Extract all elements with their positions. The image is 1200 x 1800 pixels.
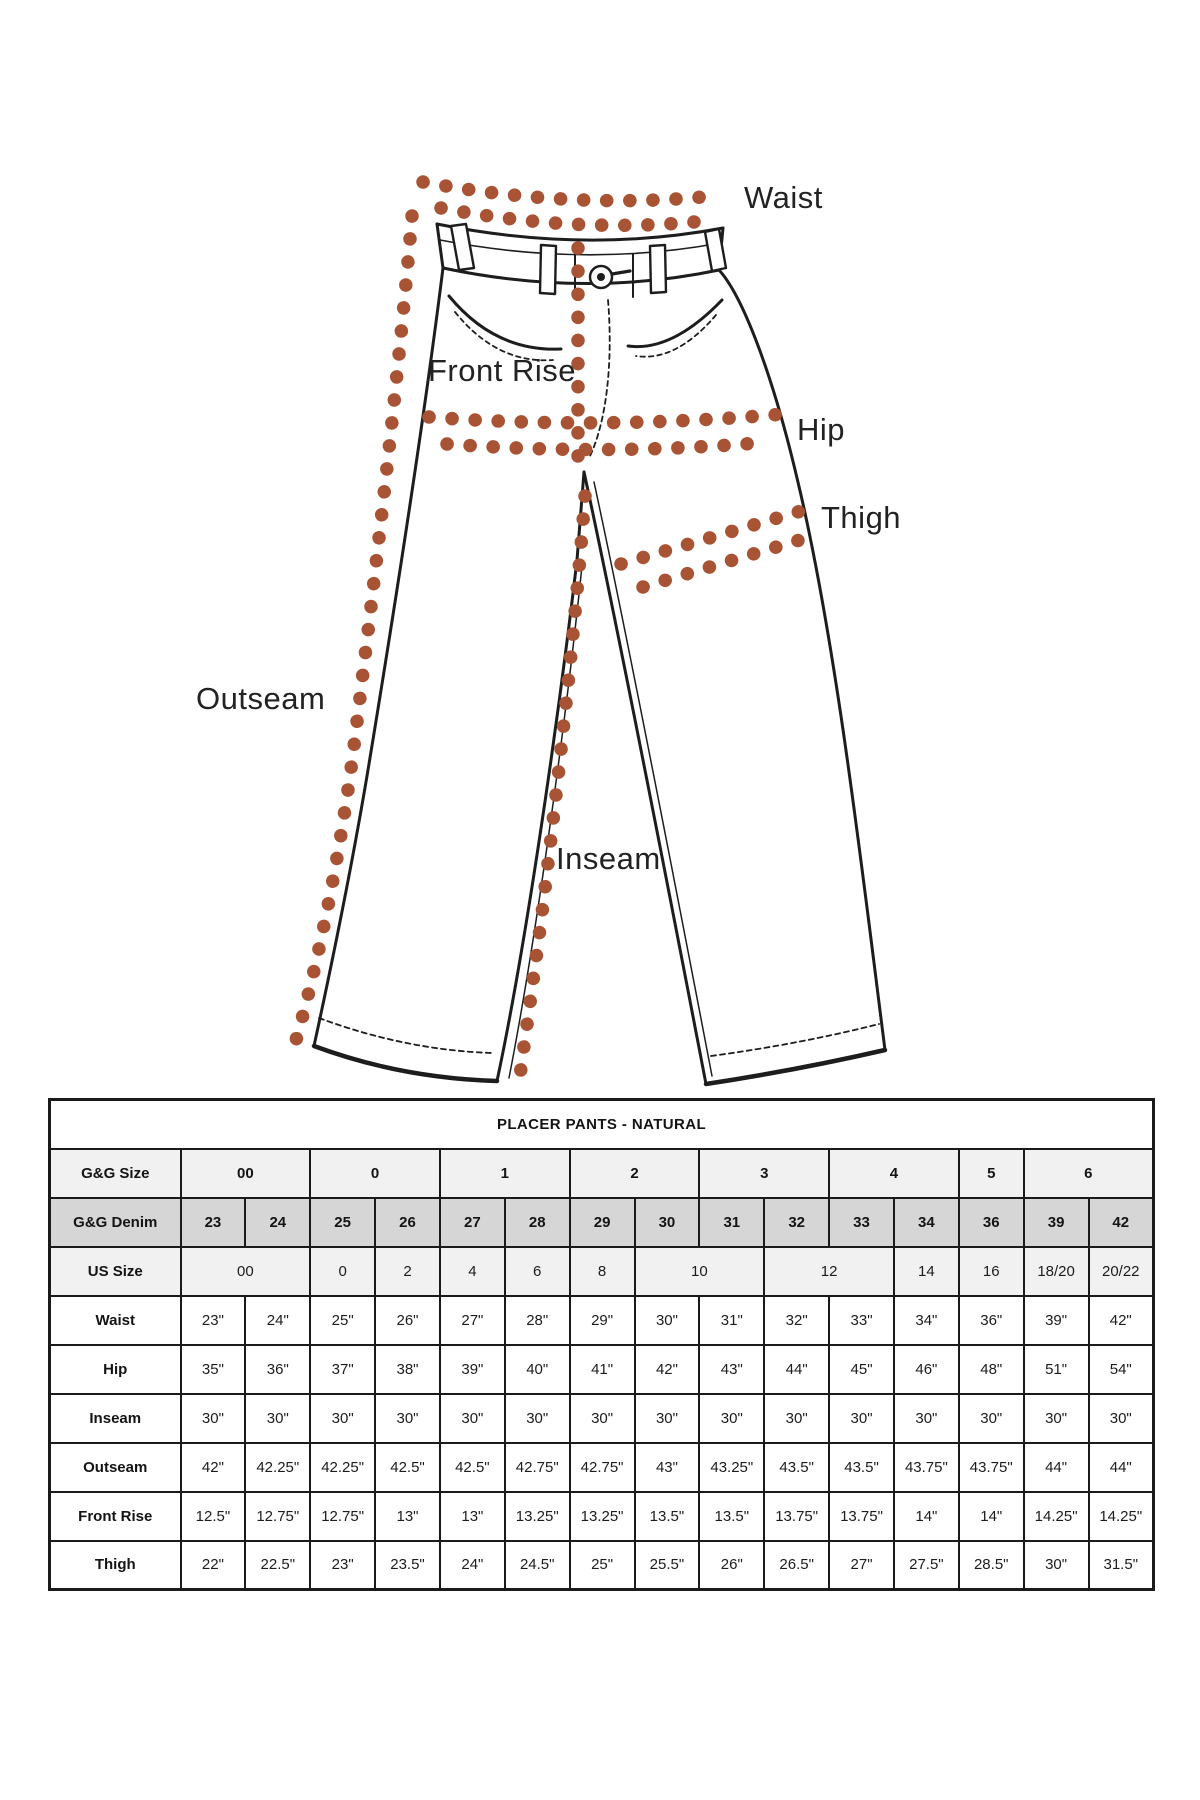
gg-size-row [50, 1149, 1154, 1198]
gg-denim-row-cell: 27 [440, 1198, 505, 1247]
measurement-cell: 26.5" [764, 1541, 829, 1590]
measurement-cell: 43.25" [699, 1443, 764, 1492]
measurement-cell: 43.75" [894, 1443, 959, 1492]
measurement-cell: 30" [245, 1394, 310, 1443]
gg-size-row-cell: 00 [181, 1149, 311, 1198]
measurement-row-inseam [50, 1394, 1154, 1443]
measurement-cell: 13.5" [635, 1492, 700, 1541]
measurement-cell: 42.25" [245, 1443, 310, 1492]
measurement-cell: 42.5" [440, 1443, 505, 1492]
measurement-cell: 12.75" [310, 1492, 375, 1541]
gg-denim-row-cell: 42 [1089, 1198, 1154, 1247]
measurement-cell: 43.5" [764, 1443, 829, 1492]
us-size-row-cell: 10 [635, 1247, 765, 1296]
gg-size-row-cell: 4 [829, 1149, 959, 1198]
measurement-cell: 43" [635, 1443, 700, 1492]
measurement-cell: 30" [570, 1394, 635, 1443]
gg-denim-row-cell: 23 [181, 1198, 246, 1247]
measurement-cell: 43.75" [959, 1443, 1024, 1492]
us-size-row-cell: 2 [375, 1247, 440, 1296]
us-size-row-cell: 18/20 [1024, 1247, 1089, 1296]
belt-loop-3 [650, 245, 666, 293]
measurement-cell: 30" [764, 1394, 829, 1443]
gg-size-row-cell: 5 [959, 1149, 1024, 1198]
measurement-cell: 54" [1089, 1345, 1154, 1394]
measurement-cell: 28.5" [959, 1541, 1024, 1590]
gg-denim-row-cell: 26 [375, 1198, 440, 1247]
gg-size-row-label: G&G Size [50, 1149, 181, 1198]
left-leg-seam-stitch [509, 566, 582, 1078]
gg-size-row-cell: 2 [570, 1149, 700, 1198]
right-leg-outer-seam [719, 270, 885, 1050]
hip-label: Hip [797, 412, 846, 447]
measurement-row-label: Front Rise [50, 1492, 181, 1541]
measurement-cell: 13" [440, 1492, 505, 1541]
measurement-cell: 51" [1024, 1345, 1089, 1394]
measurement-cell: 30" [959, 1394, 1024, 1443]
measurement-row-label: Thigh [50, 1541, 181, 1590]
measurement-cell: 36" [959, 1296, 1024, 1345]
measurement-cell: 24.5" [505, 1541, 570, 1590]
us-size-row-cell: 8 [570, 1247, 635, 1296]
measurement-cell: 42" [181, 1443, 246, 1492]
measurement-cell: 13.75" [764, 1492, 829, 1541]
measurement-cell: 30" [1024, 1541, 1089, 1590]
us-size-row-cell: 0 [310, 1247, 375, 1296]
measurement-row-thigh [50, 1541, 1154, 1590]
measurement-cell: 30" [181, 1394, 246, 1443]
gg-size-row-cell: 0 [310, 1149, 440, 1198]
waist-label: Waist [744, 180, 823, 215]
measurement-cell: 24" [245, 1296, 310, 1345]
us-size-row-cell: 4 [440, 1247, 505, 1296]
gg-denim-row-cell: 39 [1024, 1198, 1089, 1247]
waist-button-center [597, 273, 605, 281]
measurement-cell: 30" [829, 1394, 894, 1443]
measurement-cell: 23.5" [375, 1541, 440, 1590]
measurement-cell: 39" [440, 1345, 505, 1394]
gg-size-row-cell: 1 [440, 1149, 570, 1198]
measurement-row-label: Hip [50, 1345, 181, 1394]
gg-denim-row-cell: 34 [894, 1198, 959, 1247]
measurement-cell: 42.75" [505, 1443, 570, 1492]
us-size-row-cell: 12 [764, 1247, 894, 1296]
left-pocket-opening [449, 296, 561, 349]
measurement-cell: 27" [440, 1296, 505, 1345]
measurement-cell: 28" [505, 1296, 570, 1345]
measurement-cell: 14" [894, 1492, 959, 1541]
waist-dotted-line-1 [423, 182, 713, 201]
measurement-cell: 33" [829, 1296, 894, 1345]
measurement-cell: 25" [310, 1296, 375, 1345]
measurement-cell: 30" [375, 1394, 440, 1443]
measurement-row-label: Inseam [50, 1394, 181, 1443]
measurement-cell: 13.5" [699, 1492, 764, 1541]
measurement-cell: 45" [829, 1345, 894, 1394]
hip-dotted-line-2 [447, 442, 769, 450]
thigh-label: Thigh [821, 500, 902, 535]
chart-title: PLACER PANTS - NATURAL [50, 1100, 1154, 1149]
gg-denim-row-cell: 28 [505, 1198, 570, 1247]
waistband-left-cap [437, 224, 443, 268]
measurement-row-outseam [50, 1443, 1154, 1492]
measurement-cell: 31.5" [1089, 1541, 1154, 1590]
hip-dotted-line-1 [429, 414, 784, 423]
us-size-row-cell: 14 [894, 1247, 959, 1296]
size-chart-table [48, 1098, 1155, 1591]
measurement-cell: 39" [1024, 1296, 1089, 1345]
measurement-cell: 30" [1024, 1394, 1089, 1443]
measurement-cell: 42" [635, 1345, 700, 1394]
left-leg-inner-seam [497, 472, 584, 1081]
us-size-row [50, 1247, 1154, 1296]
us-size-row-cell: 6 [505, 1247, 570, 1296]
measurement-cell: 44" [764, 1345, 829, 1394]
measurement-cell: 30" [635, 1394, 700, 1443]
measurement-cell: 30" [1089, 1394, 1154, 1443]
measurement-cell: 13" [375, 1492, 440, 1541]
right-leg-seam-stitch [594, 482, 712, 1076]
us-size-row-cell: 20/22 [1089, 1247, 1154, 1296]
size-chart-section [48, 1098, 1155, 1591]
measurement-cell: 14.25" [1024, 1492, 1089, 1541]
measurement-cell: 41" [570, 1345, 635, 1394]
inseam-label: Inseam [556, 841, 661, 876]
belt-loop-2 [540, 245, 556, 294]
measurement-cell: 44" [1089, 1443, 1154, 1492]
measurement-cell: 22" [181, 1541, 246, 1590]
gg-denim-row-cell: 33 [829, 1198, 894, 1247]
measurement-cell: 12.75" [245, 1492, 310, 1541]
measurement-cell: 29" [570, 1296, 635, 1345]
measurement-cell: 46" [894, 1345, 959, 1394]
measurement-cell: 12.5" [181, 1492, 246, 1541]
measurement-row-waist [50, 1296, 1154, 1345]
us-size-row-cell: 16 [959, 1247, 1024, 1296]
measurement-row-front-rise [50, 1492, 1154, 1541]
measurement-row-hip [50, 1345, 1154, 1394]
measurement-cell: 30" [635, 1296, 700, 1345]
measurement-cell: 24" [440, 1541, 505, 1590]
front-rise-label: Front Rise [428, 353, 576, 388]
measurement-cell: 14" [959, 1492, 1024, 1541]
gg-denim-row-cell: 30 [635, 1198, 700, 1247]
left-leg-outer-seam [314, 268, 443, 1046]
measurement-cell: 42.75" [570, 1443, 635, 1492]
gg-size-row-cell: 3 [699, 1149, 829, 1198]
measurement-cell: 44" [1024, 1443, 1089, 1492]
measurement-cell: 27.5" [894, 1541, 959, 1590]
right-leg-hem-stitch [711, 1024, 879, 1056]
gg-denim-row-cell: 29 [570, 1198, 635, 1247]
measurement-cell: 26" [375, 1296, 440, 1345]
measurement-cell: 42.5" [375, 1443, 440, 1492]
gg-denim-row-label: G&G Denim [50, 1198, 181, 1247]
gg-denim-row-cell: 24 [245, 1198, 310, 1247]
right-leg-hem [706, 1050, 885, 1084]
measurement-cell: 31" [699, 1296, 764, 1345]
size-chart-body [50, 1100, 1154, 1590]
measurement-cell: 25" [570, 1541, 635, 1590]
measurement-dotted-lines [296, 182, 813, 1092]
left-leg-hem-stitch [319, 1018, 492, 1053]
measurement-cell: 25.5" [635, 1541, 700, 1590]
measurement-cell: 30" [310, 1394, 375, 1443]
measurement-cell: 34" [894, 1296, 959, 1345]
measurement-cell: 30" [699, 1394, 764, 1443]
measurement-cell: 36" [245, 1345, 310, 1394]
measurement-cell: 22.5" [245, 1541, 310, 1590]
measurement-cell: 30" [505, 1394, 570, 1443]
measurement-cell: 23" [310, 1541, 375, 1590]
outseam-dotted-line [296, 216, 412, 1040]
thigh-dotted-line-2 [643, 536, 813, 587]
us-size-row-cell: 00 [181, 1247, 311, 1296]
measurement-cell: 43" [699, 1345, 764, 1394]
measurement-cell: 13.25" [505, 1492, 570, 1541]
measurement-cell: 35" [181, 1345, 246, 1394]
measurement-cell: 27" [829, 1541, 894, 1590]
thigh-dotted-line-1 [621, 511, 801, 564]
fly-j-stitch [590, 300, 610, 456]
measurement-cell: 13.25" [570, 1492, 635, 1541]
measurement-cell: 43.5" [829, 1443, 894, 1492]
measurement-cell: 30" [440, 1394, 505, 1443]
outseam-label: Outseam [196, 681, 326, 716]
measurement-cell: 32" [764, 1296, 829, 1345]
measurement-cell: 42.25" [310, 1443, 375, 1492]
measurement-cell: 23" [181, 1296, 246, 1345]
measurement-row-label: Outseam [50, 1443, 181, 1492]
measurement-row-label: Waist [50, 1296, 181, 1345]
gg-denim-row [50, 1198, 1154, 1247]
gg-denim-row-cell: 32 [764, 1198, 829, 1247]
measurement-cell: 14.25" [1089, 1492, 1154, 1541]
measurement-cell: 26" [699, 1541, 764, 1590]
measurement-cell: 13.75" [829, 1492, 894, 1541]
measurement-cell: 40" [505, 1345, 570, 1394]
gg-size-row-cell: 6 [1024, 1149, 1154, 1198]
measurement-cell: 42" [1089, 1296, 1154, 1345]
measurement-cell: 48" [959, 1345, 1024, 1394]
measurement-cell: 30" [894, 1394, 959, 1443]
gg-denim-row-cell: 36 [959, 1198, 1024, 1247]
waist-dotted-line-2 [441, 208, 704, 225]
inseam-dotted-line [518, 496, 585, 1092]
us-size-row-label: US Size [50, 1247, 181, 1296]
chart-title-row [50, 1100, 1154, 1149]
gg-denim-row-cell: 25 [310, 1198, 375, 1247]
button-bar [612, 271, 630, 274]
measurement-cell: 38" [375, 1345, 440, 1394]
measurement-cell: 37" [310, 1345, 375, 1394]
gg-denim-row-cell: 31 [699, 1198, 764, 1247]
